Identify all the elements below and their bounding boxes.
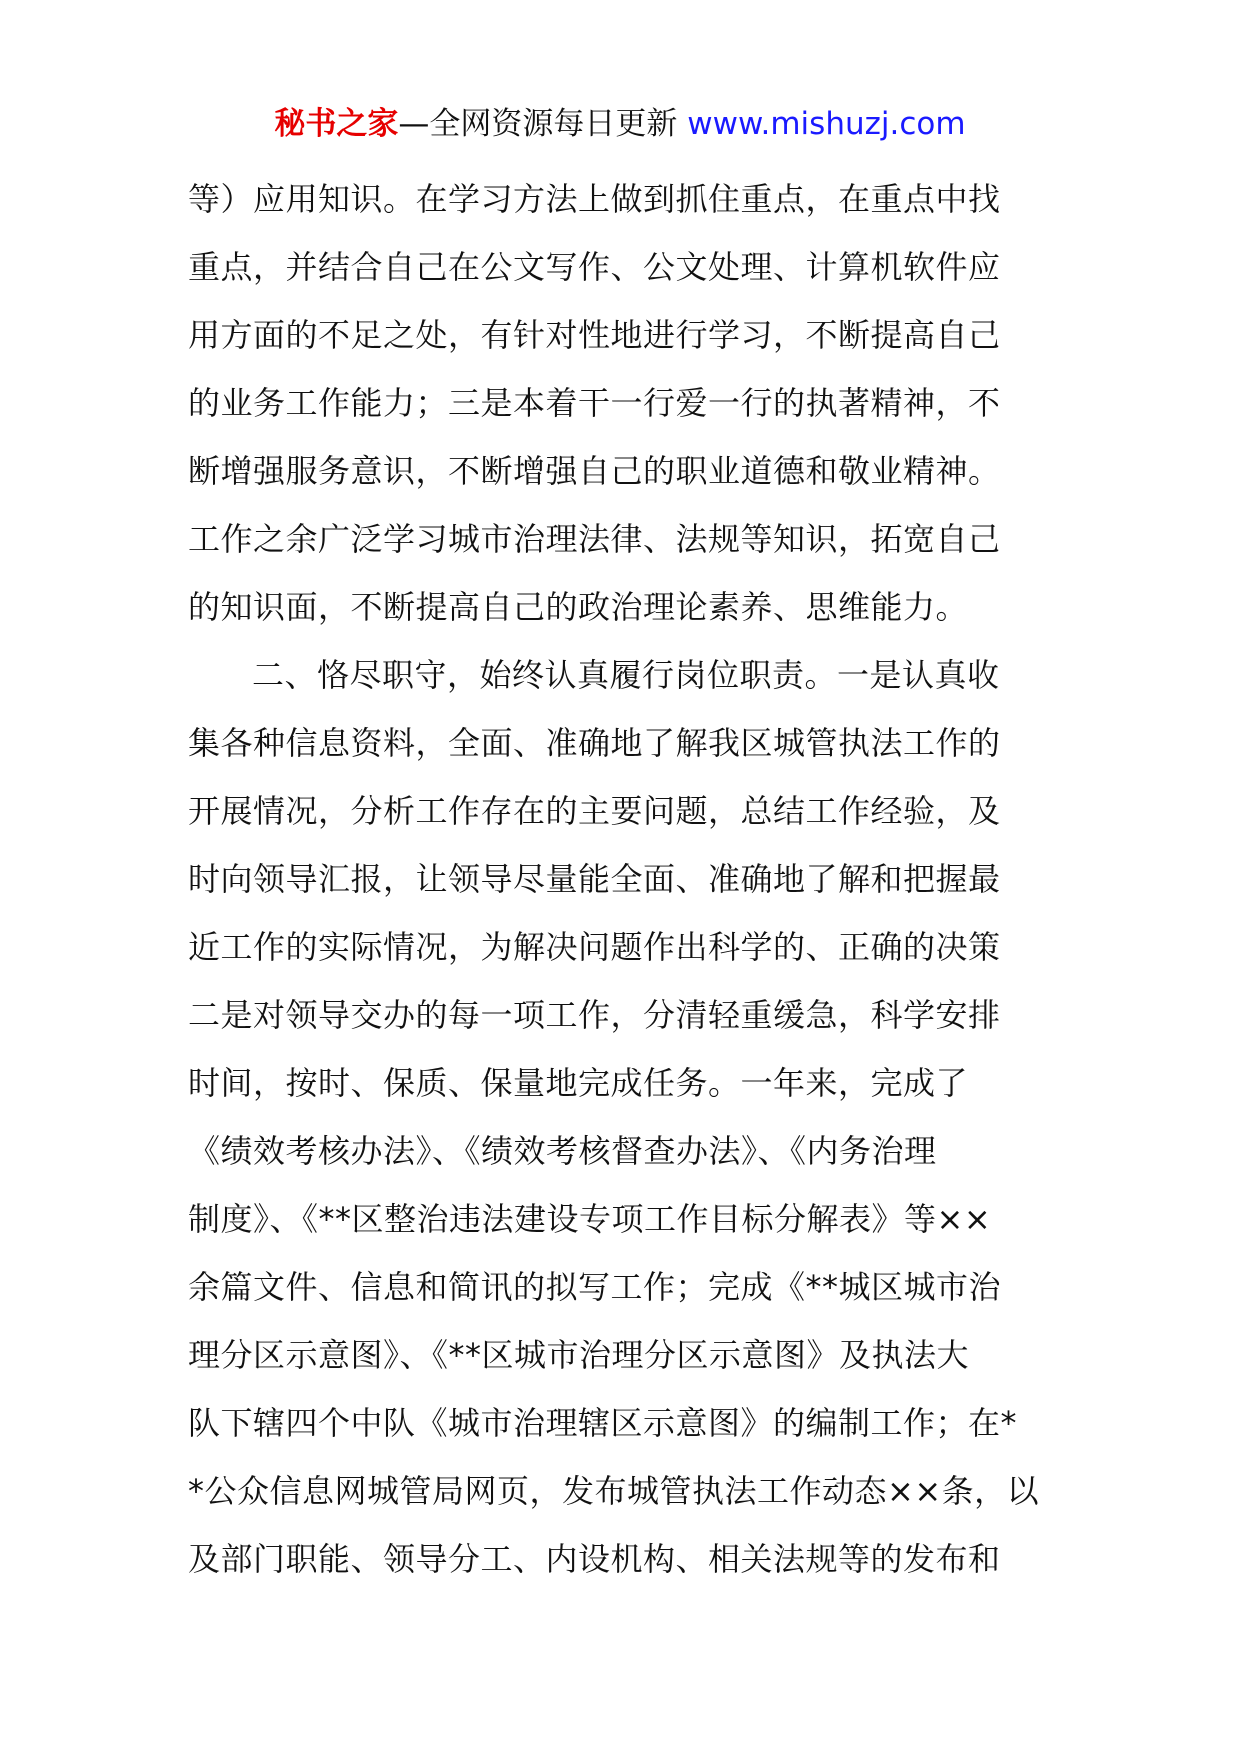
text-line: 制度》、《**区整治违法建设专项工作目标分解表》等×× [188, 1200, 992, 1238]
site-url-link[interactable]: www.mishuzj.com [687, 106, 966, 142]
text-line: 重点，并结合自己在公文写作、公文处理、计算机软件应 [188, 248, 1001, 286]
text-line: 《绩效考核办法》、《绩效考核督查办法》、《内务治理 [188, 1132, 937, 1170]
text-line: 断增强服务意识，不断增强自己的职业道德和敬业精神。 [188, 452, 1001, 490]
text-line: *公众信息网城管局网页，发布城管执法工作动态××条，以 [188, 1472, 1040, 1510]
header-tagline: —全网资源每日更新 [398, 106, 678, 142]
text-line: 集各种信息资料，全面、准确地了解我区城管执法工作的 [188, 724, 1001, 762]
document-body [188, 165, 1068, 1593]
text-line: 及部门职能、领导分工、内设机构、相关法规等的发布和 [188, 1540, 1001, 1578]
text-line: 时间，按时、保质、保量地完成任务。一年来，完成了 [188, 1064, 969, 1102]
text-line: 时向领导汇报，让领导尽量能全面、准确地了解和把握最 [188, 860, 1001, 898]
paragraph-start-line: 二、恪尽职守，始终认真履行岗位职责。一是认真收 [252, 656, 1000, 694]
text-line: 等）应用知识。在学习方法上做到抓住重点，在重点中找 [188, 180, 1001, 218]
text-line: 余篇文件、信息和简讯的拟写工作；完成《**城区城市治 [188, 1268, 1002, 1306]
text-line: 工作之余广泛学习城市治理法律、法规等知识，拓宽自己 [188, 520, 1001, 558]
site-header [0, 100, 1240, 148]
text-line: 开展情况，分析工作存在的主要问题，总结工作经验，及 [188, 792, 1001, 830]
text-line: 的知识面，不断提高自己的政治理论素养、思维能力。 [188, 588, 969, 626]
brand-name: 秘书之家 [274, 106, 399, 142]
text-line: 理分区示意图》、《**区城市治理分区示意图》及执法大 [188, 1336, 970, 1374]
text-line: 近工作的实际情况，为解决问题作出科学的、正确的决策 [188, 928, 1001, 966]
text-line: 二是对领导交办的每一项工作，分清轻重缓急，科学安排 [188, 996, 1001, 1034]
text-line: 队下辖四个中队《城市治理辖区示意图》的编制工作；在* [188, 1404, 1018, 1442]
text-line: 用方面的不足之处，有针对性地进行学习，不断提高自己 [188, 316, 1001, 354]
text-line: 的业务工作能力；三是本着干一行爱一行的执著精神，不 [188, 384, 1001, 422]
